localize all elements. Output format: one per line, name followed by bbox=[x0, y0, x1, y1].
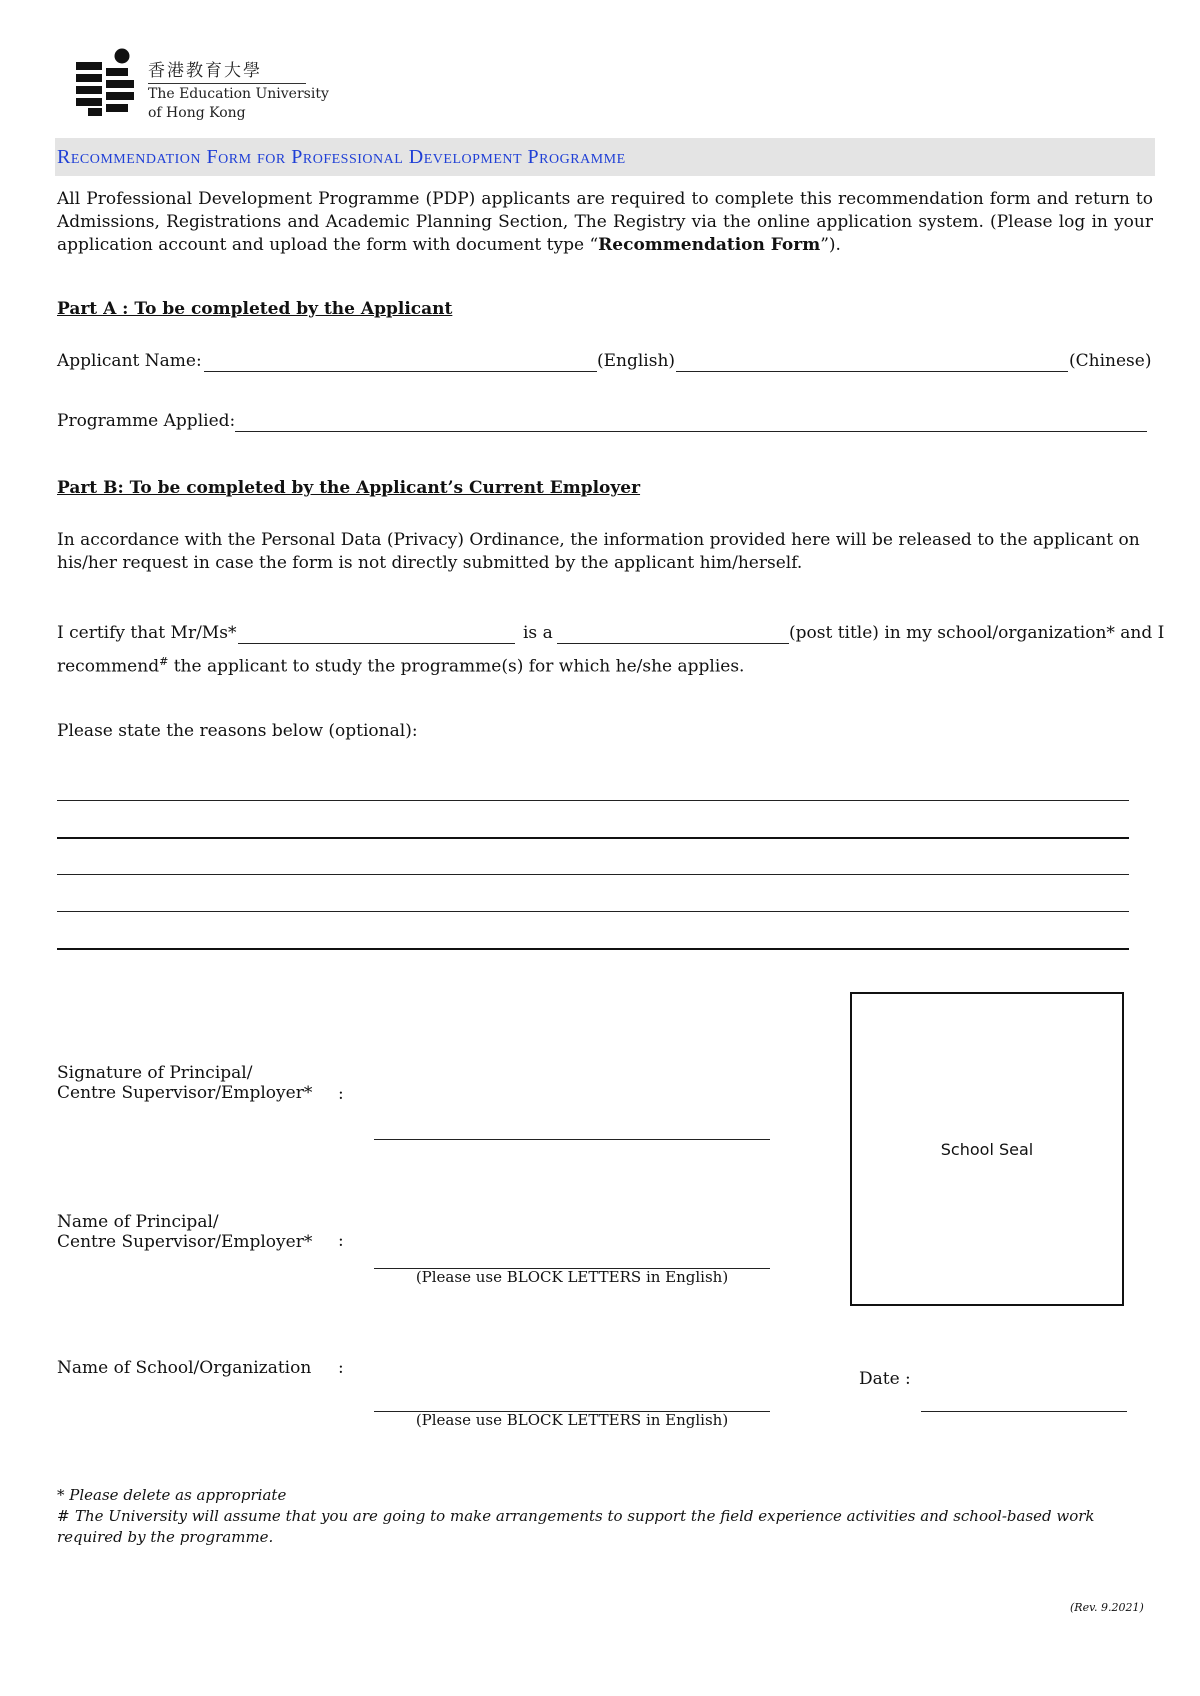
certify-text-3: (post title) in my school/organization* and I bbox=[789, 623, 1165, 643]
university-name-english-1: The Education University bbox=[148, 86, 329, 102]
signature-label-2: Centre Supervisor/Employer* bbox=[57, 1083, 313, 1103]
intro-text-end: ”). bbox=[820, 235, 841, 255]
intro-paragraph bbox=[57, 188, 1153, 257]
university-name-english-2: of Hong Kong bbox=[148, 105, 246, 121]
reasons-line-1[interactable] bbox=[57, 780, 1129, 801]
school-seal-box bbox=[850, 992, 1124, 1306]
principal-name-colon: : bbox=[338, 1231, 344, 1251]
school-name-field[interactable] bbox=[374, 1392, 770, 1412]
programme-applied-field[interactable] bbox=[235, 410, 1147, 432]
post-title-field[interactable] bbox=[557, 622, 789, 644]
block-letters-note-2: (Please use BLOCK LETTERS in English) bbox=[415, 1411, 729, 1429]
principal-name-label-1: Name of Principal/ bbox=[57, 1212, 219, 1232]
footnote-university-text: The University will assume that you are going to make arrangements to support the field experience activities and school-based work required by the programme. bbox=[57, 1507, 1095, 1546]
privacy-statement: In accordance with the Personal Data (Privacy) Ordinance, the information provided here will be released to the applicant on his/her request in case the form is not directly submitted by the applicant him/herself. bbox=[57, 530, 1140, 573]
intro-bold: Recommendation Form bbox=[598, 235, 821, 255]
form-title-bar bbox=[55, 138, 1155, 176]
applicant-name-label: Applicant Name: bbox=[57, 351, 202, 371]
chinese-label: (Chinese) bbox=[1069, 351, 1152, 371]
applicant-title-name-field[interactable] bbox=[238, 622, 515, 644]
signature-colon: : bbox=[338, 1084, 344, 1104]
certify-text-2: is a bbox=[523, 623, 553, 643]
school-name-label: Name of School/Organization bbox=[57, 1358, 312, 1378]
hash-mark: # bbox=[159, 655, 169, 668]
certify-text-line-2 bbox=[57, 650, 744, 679]
principal-name-label-2: Centre Supervisor/Employer* bbox=[57, 1232, 313, 1252]
reasons-line-3[interactable] bbox=[57, 854, 1129, 875]
applicant-name-english-field[interactable] bbox=[204, 350, 597, 372]
footnote-university bbox=[57, 1506, 1153, 1548]
university-name-chinese: 香港教育大學 bbox=[148, 56, 306, 84]
signature-label-1: Signature of Principal/ bbox=[57, 1063, 253, 1083]
revision-label: (Rev. 9.2021) bbox=[1070, 1601, 1144, 1614]
reasons-line-4[interactable] bbox=[57, 891, 1129, 912]
certify-recommend: recommend bbox=[57, 656, 160, 677]
signature-label bbox=[57, 1063, 312, 1103]
part-a-heading: Part A : To be completed by the Applicant bbox=[57, 299, 453, 319]
date-label: Date : bbox=[859, 1369, 911, 1389]
signature-field[interactable] bbox=[374, 1120, 770, 1140]
block-letters-note-1: (Please use BLOCK LETTERS in English) bbox=[415, 1268, 729, 1286]
principal-name-field[interactable] bbox=[374, 1250, 770, 1269]
date-field[interactable] bbox=[921, 1392, 1127, 1412]
intro-text: All Professional Development Programme (PDP) applicants are required to complete this recommendation form and return to Admissions, Registrations and Academic Planning Section, The Registry via the online application system. (Please log in your application account and upload the form with document type “ bbox=[57, 189, 1153, 255]
form-title: Recommendation Form for Professional Development Programme bbox=[57, 146, 626, 168]
principal-name-label bbox=[57, 1212, 312, 1252]
certify-text-5: the applicant to study the programme(s) for which he/she applies. bbox=[168, 656, 745, 677]
english-label: (English) bbox=[597, 351, 676, 371]
certify-text-1: I certify that Mr/Ms* bbox=[57, 623, 237, 643]
applicant-name-chinese-field[interactable] bbox=[676, 350, 1068, 372]
footnote-delete: * Please delete as appropriate bbox=[57, 1486, 287, 1504]
programme-applied-label: Programme Applied: bbox=[57, 411, 236, 431]
school-name-colon: : bbox=[338, 1358, 344, 1378]
university-logo-icon bbox=[76, 48, 140, 118]
university-name bbox=[148, 56, 329, 122]
footnote-hash: # bbox=[57, 1507, 70, 1525]
school-seal-label: School Seal bbox=[940, 1140, 1034, 1159]
reasons-label: Please state the reasons below (optional): bbox=[57, 721, 418, 741]
reasons-line-5[interactable] bbox=[57, 928, 1129, 950]
reasons-line-2[interactable] bbox=[57, 817, 1129, 839]
part-b-heading: Part B: To be completed by the Applicant’s Current Employer bbox=[57, 478, 641, 498]
